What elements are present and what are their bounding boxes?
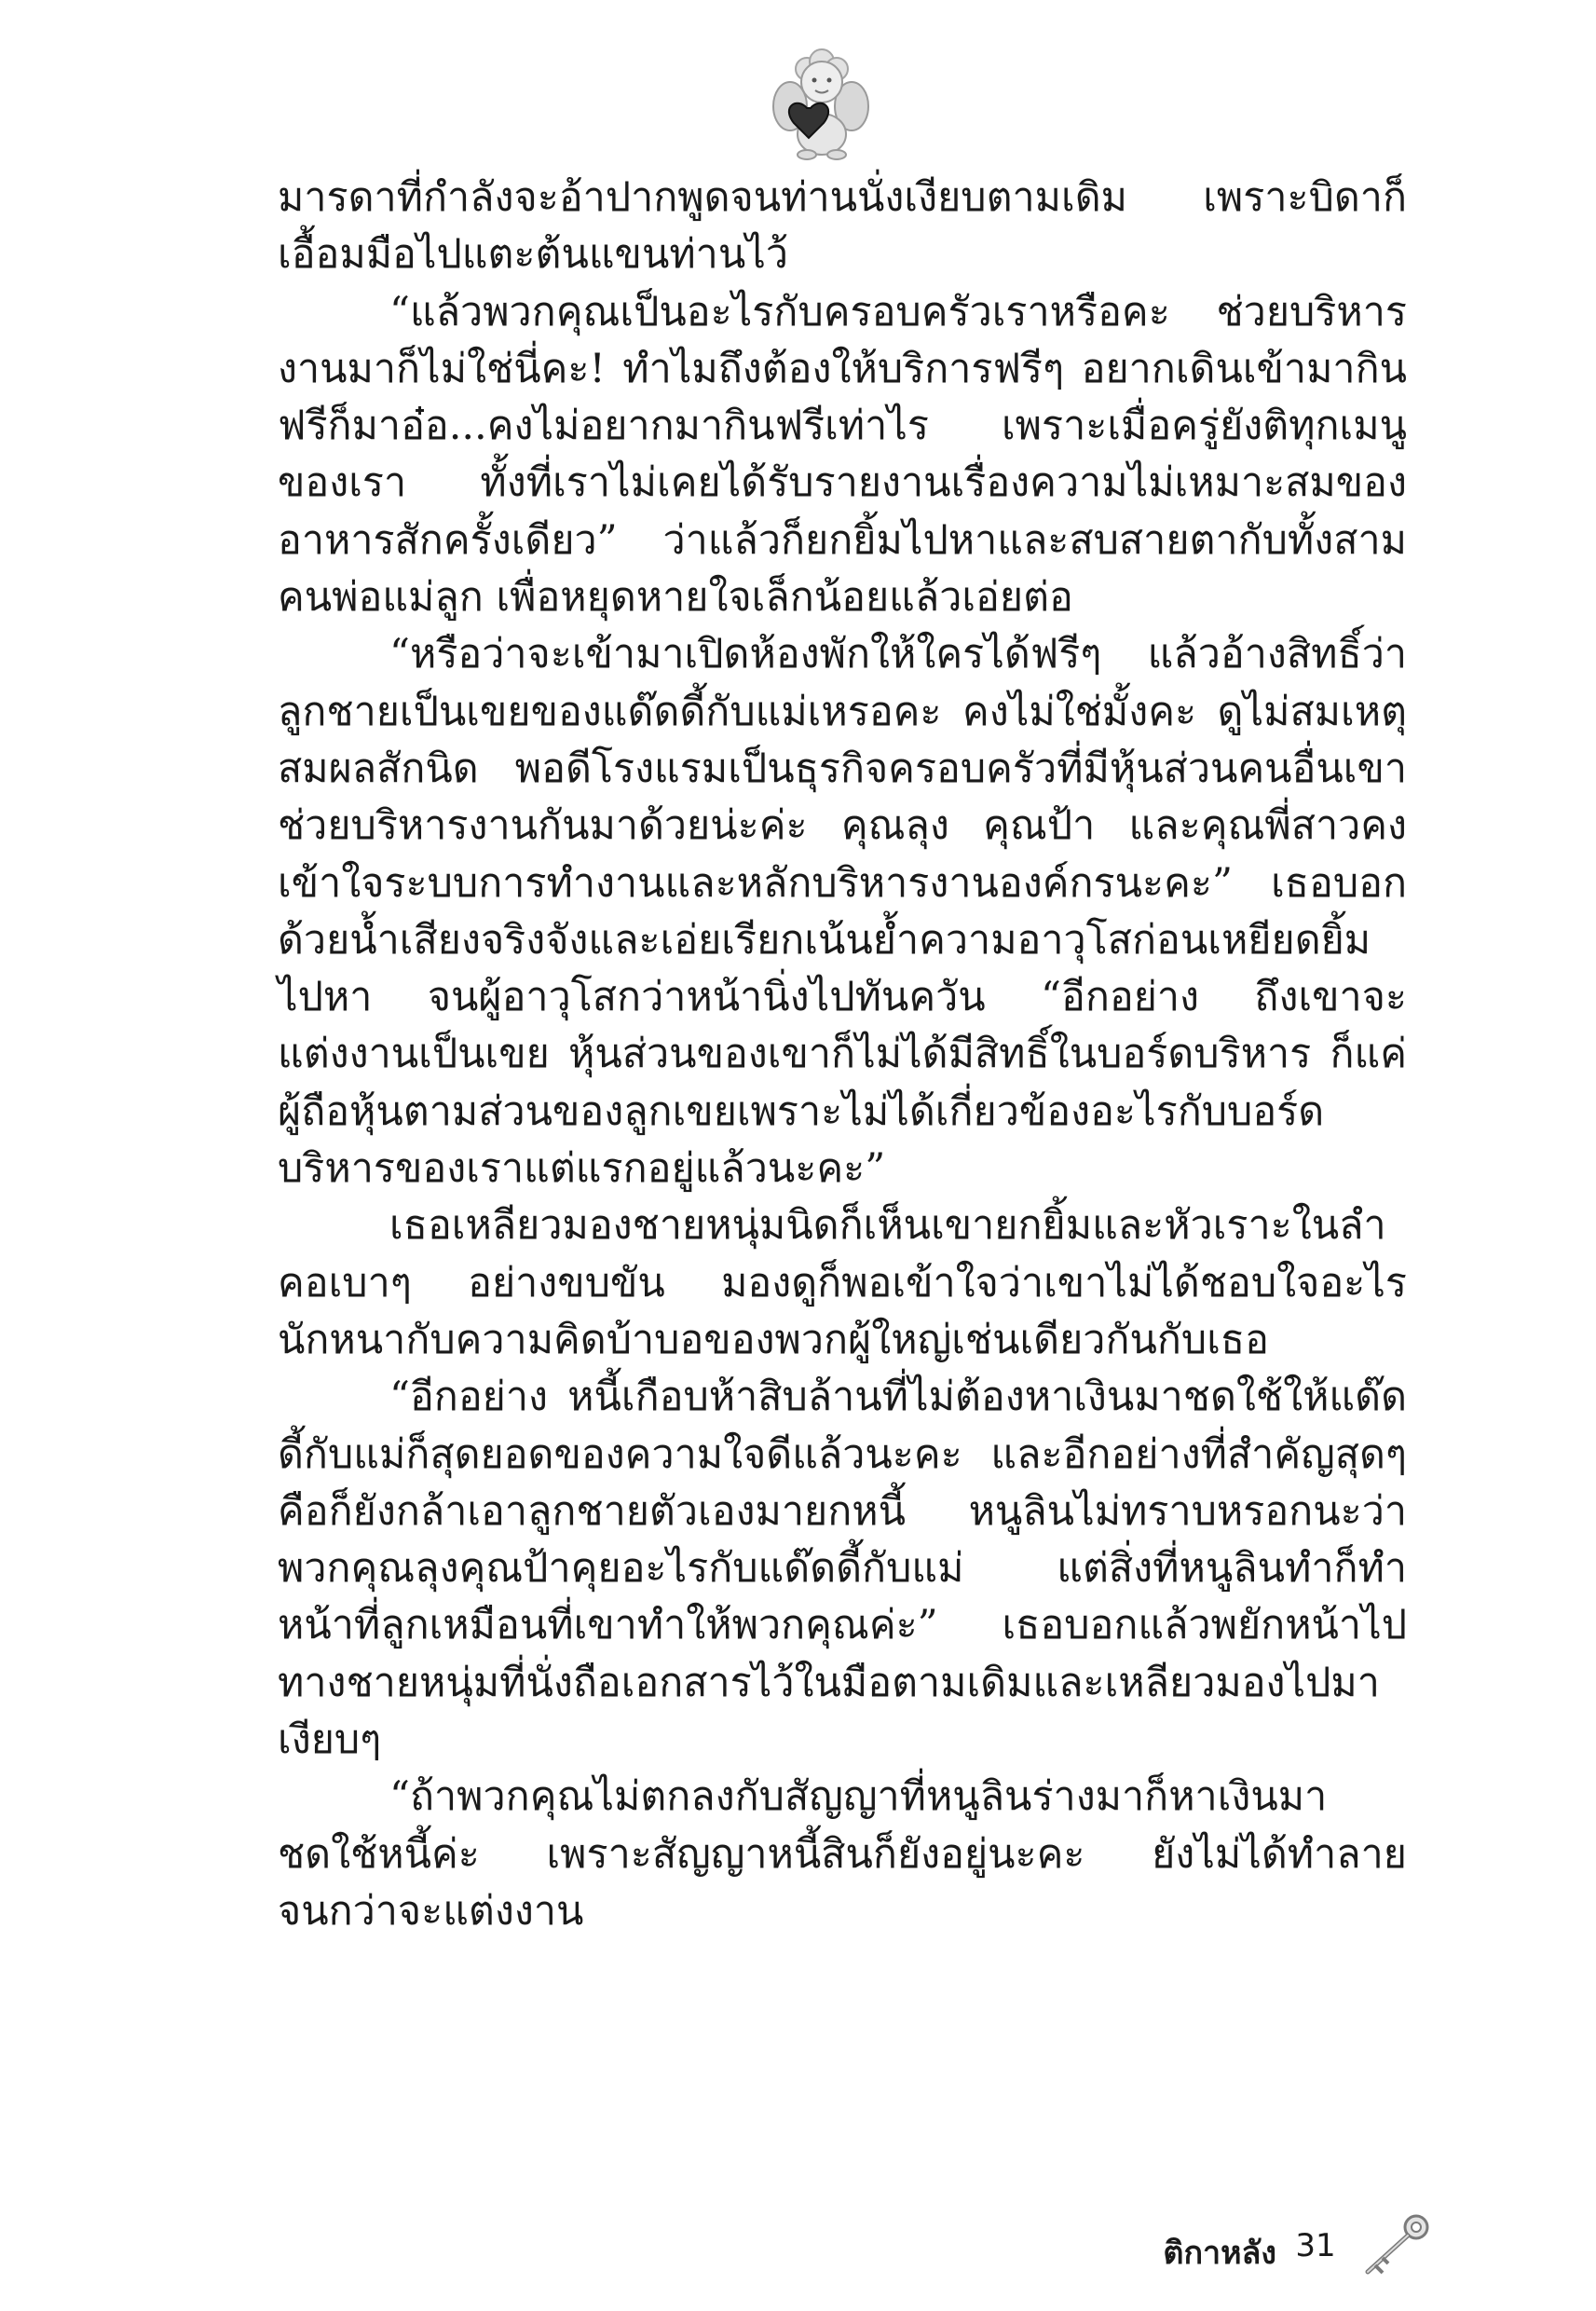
paragraph: “หรือว่าจะเข้ามาเปิดห้องพักให้ใครได้ฟรีๆ แล้วอ้างสิทธิ์ว่าลูกชายเป็นเขยของแด๊ดดี้กับแม่เหรอคะ คงไม่ใช่มั้งคะ ดูไม่สมเหตุสมผลสักนิด พอดีโรงแรมเป็นธุรกิจครอบครัวที่มีหุ้นส่วนคนอื่นเขาช่วยบริหารงานกันมาด้วยน่ะค่ะ คุณลุง คุณป้า และคุณพี่สาวคงเข้าใจระบบการทำงานและหลักบริหารงานองค์กรนะคะ” เธอบอกด้วยน้ำเสียงจริงจังและเอ่ยเรียกเน้นย้ำความอาวุโสก่อนเหยียดยิ้มไปหา จนผู้อาวุโสกว่าหน้านิ่งไปทันควัน “อีกอย่าง ถึงเขาจะแต่งงานเป็นเขย หุ้นส่วนของเขาก็ไม่ได้มีสิทธิ์ในบอร์ดบริหาร ก็แค่ผู้ถือหุ้นตามส่วนของลูกเขยเพราะไม่ได้เกี่ยวข้องอะไรกับบอร์ดบริหารของเราแต่แรกอยู่แล้วนะคะ” — [278, 631, 1407, 1193]
key-icon — [1358, 2212, 1433, 2277]
paragraph: “อีกอย่าง หนี้เกือบห้าสิบล้านที่ไม่ต้องหาเงินมาชดใช้ให้แด๊ดดี้กับแม่ก็สุดยอดของความใจดีแล้วนะคะ และอีกอย่างที่สำคัญสุดๆ คือก็ยังกล้าเอาลูกชายตัวเองมายกหนี้ หนูลินไม่ทราบหรอกนะว่าพวกคุณลุงคุณป้าคุยอะไรกับแด๊ดดี้กับแม่ แต่สิ่งที่หนูลินทำก็ทำหน้าที่ลูกเหมือนที่เขาทำให้พวกคุณค่ะ” เธอบอกแล้วพยักหน้าไปทางชายหนุ่มที่นั่งถือเอกสารไว้ในมือตามเดิมและเหลียวมองไปมาเงียบๆ — [278, 1374, 1407, 1764]
body-text — [278, 170, 1407, 1940]
page-number: 31 — [1295, 2227, 1336, 2264]
cherub-with-heart-icon — [770, 48, 872, 160]
paragraph: “ถ้าพวกคุณไม่ตกลงกับสัญญาที่หนูลินร่างมาก็หาเงินมาชดใช้หนี้ค่ะ เพราะสัญญาหนี้สินก็ยังอยู่นะคะ ยังไม่ได้ทำลายจนกว่าจะแต่งงาน — [278, 1773, 1407, 1935]
paragraph: มารดาที่กำลังจะอ้าปากพูดจนท่านนั่งเงียบตามเดิม เพราะบิดาก็เอื้อมมือไปแตะต้นแขนท่านไว้ — [278, 174, 1407, 279]
paragraph: เธอเหลียวมองชายหนุ่มนิดก็เห็นเขายกยิ้มและหัวเราะในลำคอเบาๆ อย่างขบขัน มองดูก็พอเข้าใจว่าเขาไม่ได้ชอบใจอะไรนักหนากับความคิดบ้าบอของพวกผู้ใหญ่เช่นเดียวกันกับเธอ — [278, 1202, 1407, 1363]
paragraph: “แล้วพวกคุณเป็นอะไรกับครอบครัวเราหรือคะ ช่วยบริหารงานมาก็ไม่ใช่นี่คะ! ทำไมถึงต้องให้บริการฟรีๆ อยากเดินเข้ามากินฟรีก็มาอ๋อ...คงไม่อยากมากินฟรีเท่าไร เพราะเมื่อครู่ยังติทุกเมนูของเรา ทั้งที่เราไม่เคยได้รับรายงานเรื่องความไม่เหมาะสมของอาหารสักครั้งเดียว” ว่าแล้วก็ยกยิ้มไปหาและสบสายตากับทั้งสามคนพ่อแม่ลูก เพื่อหยุดหายใจเล็กน้อยแล้วเอ่ยต่อ — [278, 288, 1407, 622]
page-footer — [1099, 2227, 1435, 2283]
running-title: ติกาหลัง — [1163, 2235, 1276, 2272]
